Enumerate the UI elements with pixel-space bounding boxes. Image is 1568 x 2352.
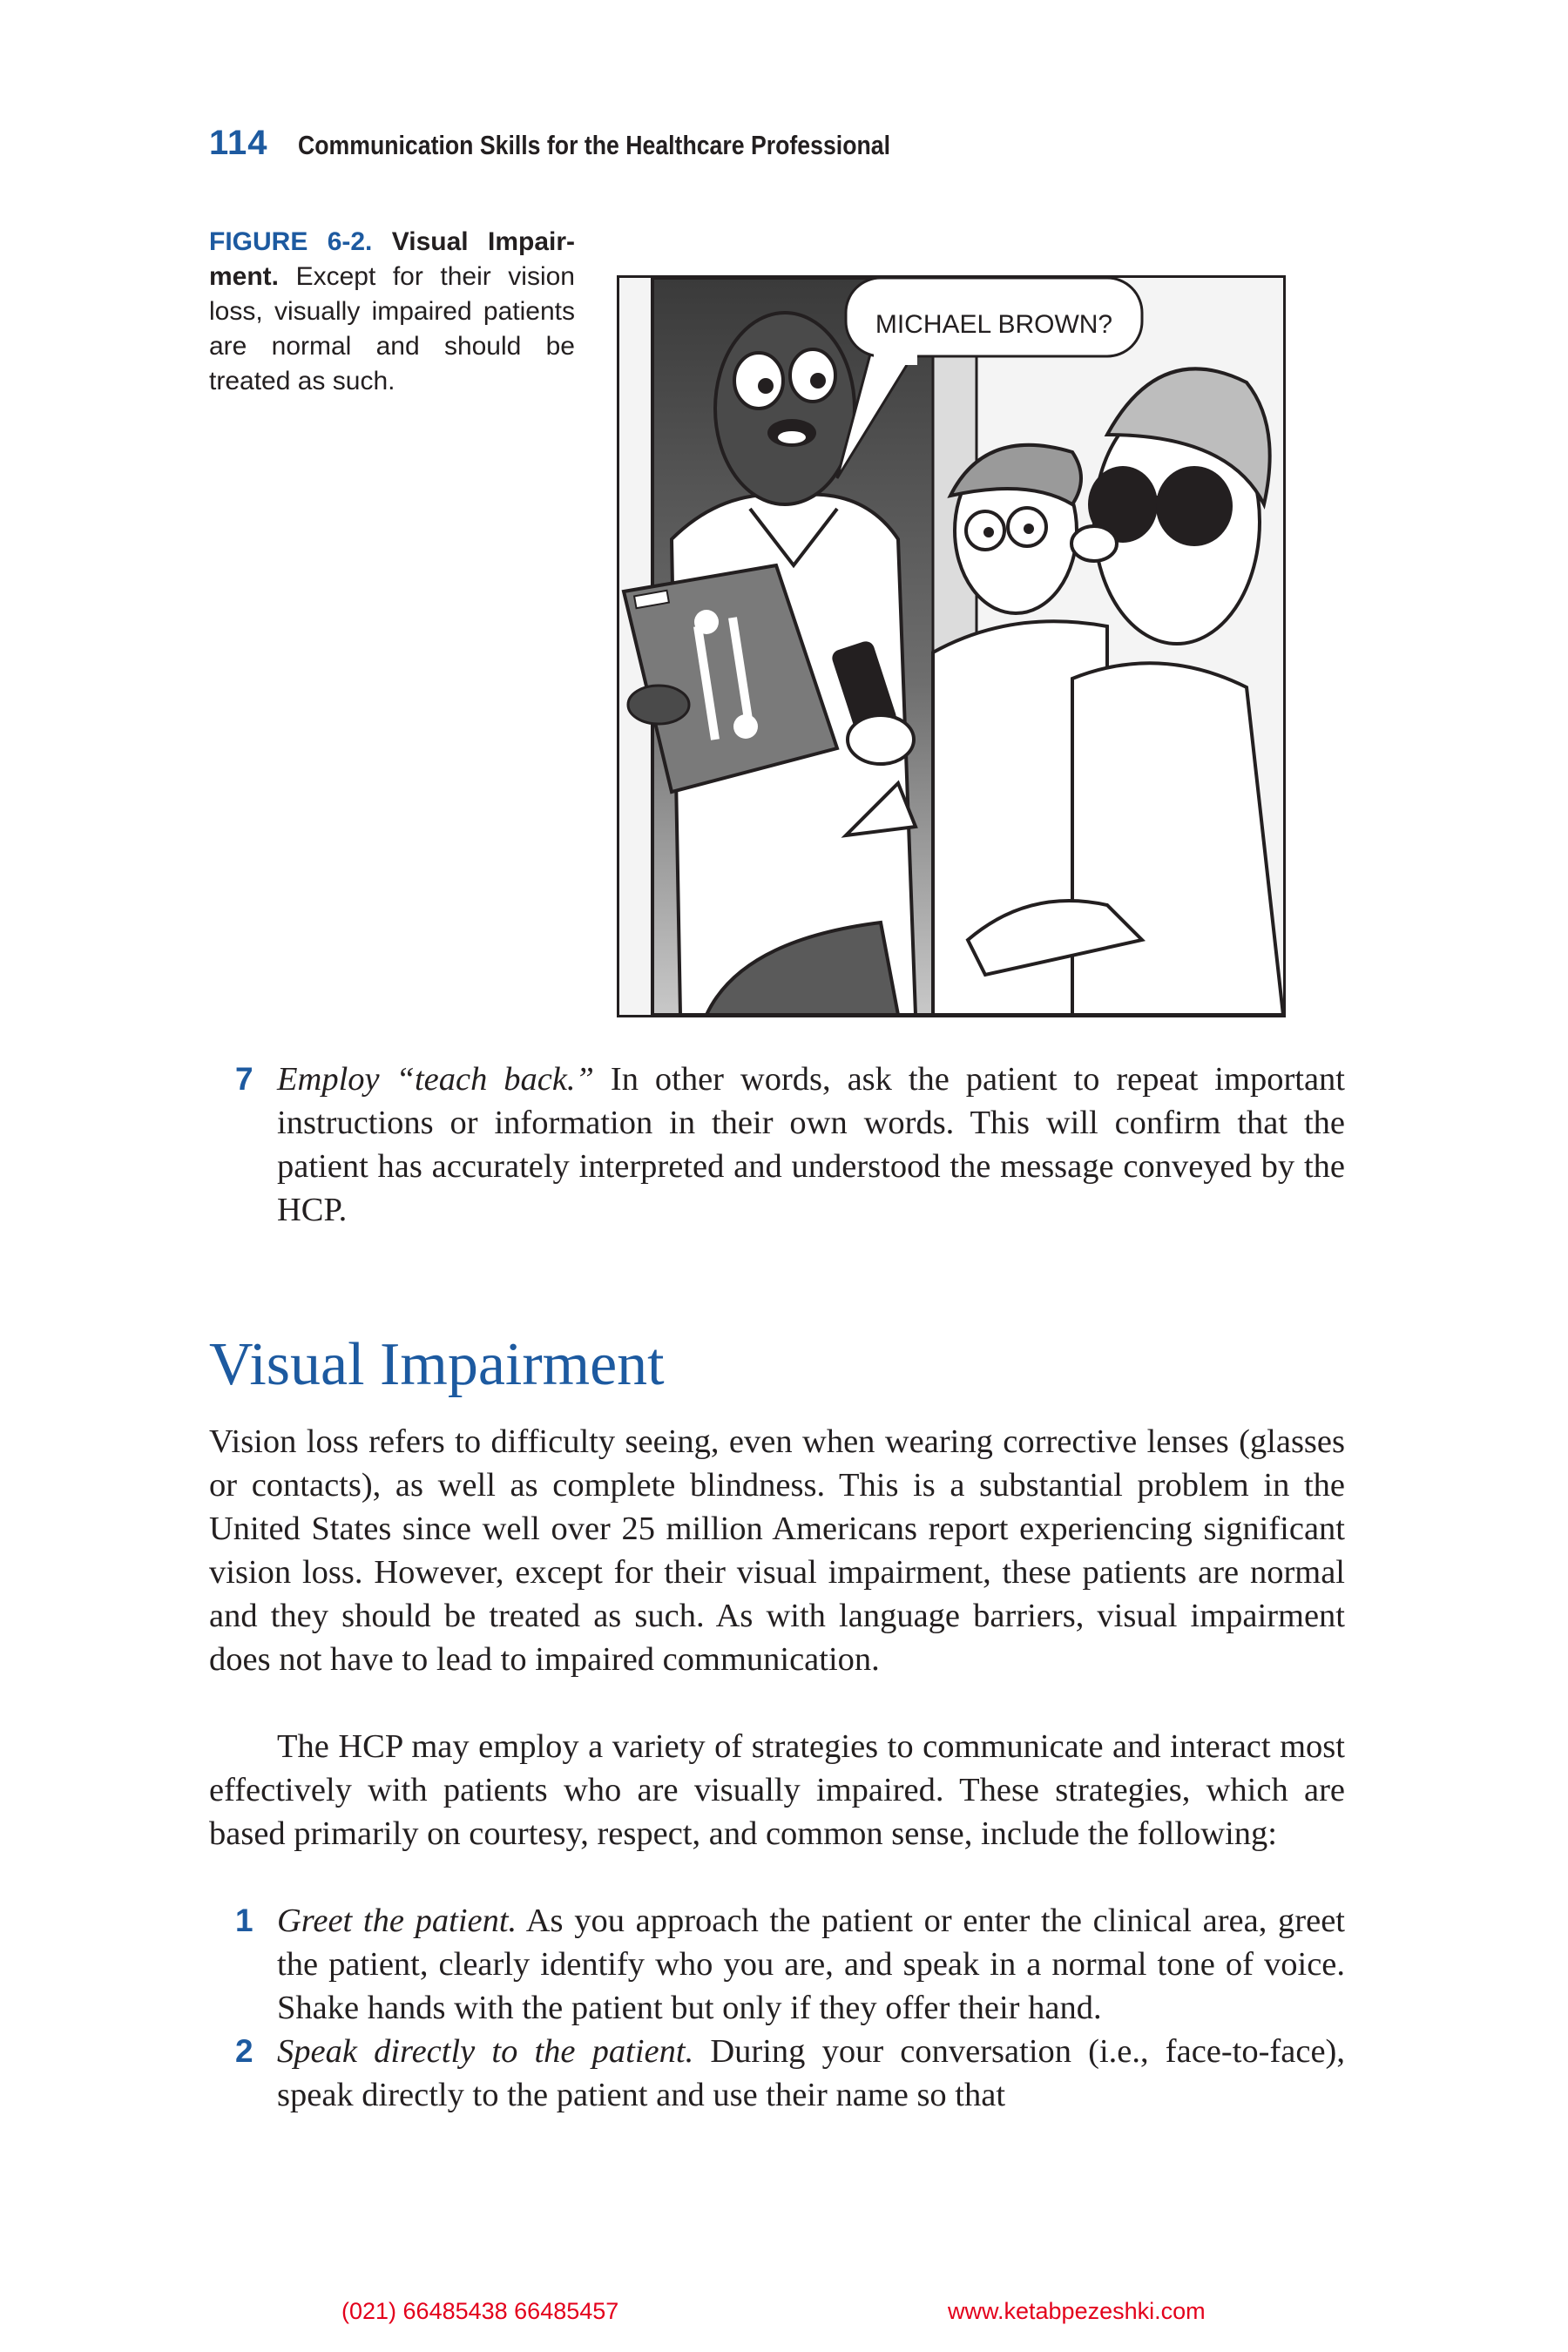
list-item-lead: Employ “teach back.” [277, 1061, 594, 1098]
footer-website[interactable]: www.ketabpezeshki.com [948, 2298, 1206, 2324]
figure-label: FIGURE 6-2. [209, 227, 373, 256]
list-item-text: As you approach the patient or enter the clinical area, greet the patient, clearly identify who you are, and speak in a normal tone of voice. Shake hands with the patient but only if they offer their hand. [277, 1903, 1345, 2026]
strategies-list [209, 1899, 1345, 2117]
speech-bubble-text: MICHAEL BROWN? [875, 310, 1113, 339]
list-item [209, 1899, 1345, 2030]
book-title: Communication Skills for the Healthcare Professional [297, 130, 890, 160]
list-item-text: In other words, ask the patient to repeat important instructions or information in their own words. This will confirm that the patient has accurately interpreted and understood the message conveyed by the HCP. [277, 1061, 1346, 1228]
figure-caption [209, 225, 575, 399]
body-paragraph-2: The HCP may employ a variety of strategies to communicate and interact most effectively with patients who are visually impaired. These strategies, which are based primarily on courtesy, respect, and common sense, include the following: [209, 1728, 1345, 1852]
list-number: 2 [235, 2033, 253, 2069]
section-heading: Visual Impairment [209, 1331, 665, 1398]
list-item-lead: Speak directly to the patient. [277, 2033, 694, 2070]
running-head [209, 124, 986, 169]
figure-title: Visual Impair-ment. [209, 227, 575, 291]
page-number: 114 [209, 124, 268, 162]
list-number: 1 [235, 1903, 253, 1938]
list-number: 7 [235, 1061, 253, 1097]
footer-phone: (021) 66485438 66485457 [341, 2298, 619, 2324]
list-item-lead: Greet the patient. [277, 1903, 517, 1939]
list-item [209, 2030, 1345, 2117]
body-paragraph-1: Vision loss refers to difficulty seeing, even when wearing corrective lenses (glasses or contacts), as well as complete blindness. This is a substantial problem in the United States since well over 25 million Americans report experiencing significant vision loss. However, except for their visual impairment, these patients are normal and they should be treated as such. As with language barriers, visual impairment does not have to lead to impaired communication. [209, 1423, 1345, 1678]
teach-back-list [209, 1058, 1345, 1232]
cartoon-illustration [617, 275, 1286, 1017]
list-item [209, 1058, 1345, 1232]
figure-caption-text: Except for their vision loss, visually impaired patients are normal and should be treated as such. [209, 262, 575, 395]
list-item-text: During your conversation (i.e., face-to-face), speak directly to the patient and use their name so that [277, 2033, 1345, 2113]
